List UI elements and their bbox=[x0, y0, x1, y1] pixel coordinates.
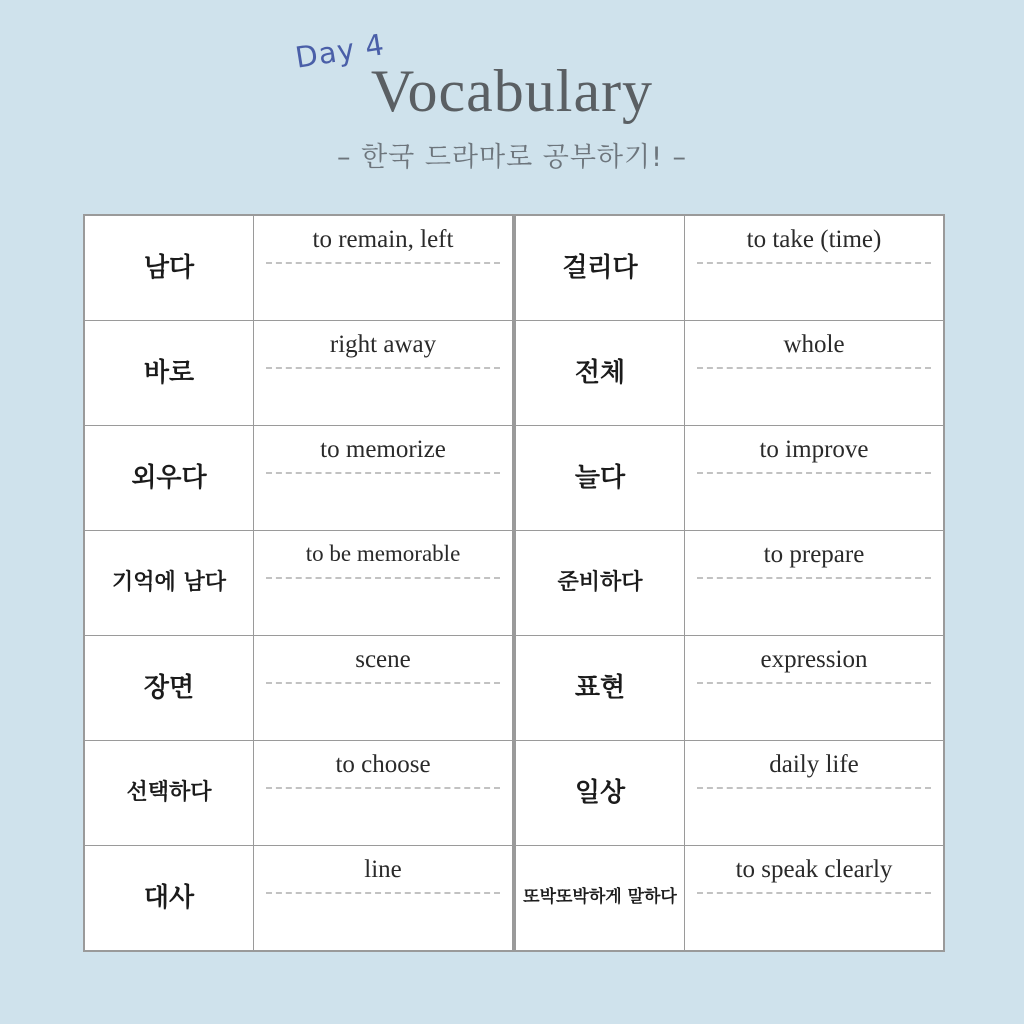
writing-line bbox=[697, 262, 931, 264]
writing-line bbox=[266, 577, 500, 579]
writing-line bbox=[266, 682, 500, 684]
writing-line bbox=[697, 682, 931, 684]
writing-line bbox=[266, 367, 500, 369]
english-meaning: expression bbox=[760, 646, 868, 673]
english-meaning: scene bbox=[355, 646, 411, 673]
table-row bbox=[515, 741, 944, 846]
english-meaning: line bbox=[364, 856, 402, 883]
writing-line bbox=[266, 892, 500, 894]
english-meaning-cell bbox=[685, 426, 945, 531]
english-meaning: to improve bbox=[759, 436, 869, 463]
english-meaning-cell bbox=[685, 531, 945, 636]
korean-word: 바로 bbox=[84, 321, 254, 426]
writing-line bbox=[697, 892, 931, 894]
vocabulary-table-left bbox=[83, 214, 514, 952]
korean-word: 선택하다 bbox=[84, 741, 254, 846]
writing-line bbox=[266, 262, 500, 264]
korean-word: 장면 bbox=[84, 636, 254, 741]
page-title: Vocabulary bbox=[370, 58, 654, 124]
english-meaning: to choose bbox=[335, 751, 431, 778]
korean-word: 남다 bbox=[84, 215, 254, 321]
table-row bbox=[84, 426, 513, 531]
english-meaning-cell bbox=[254, 741, 514, 846]
writing-line bbox=[266, 787, 500, 789]
korean-word: 준비하다 bbox=[515, 531, 685, 636]
english-meaning-cell bbox=[254, 846, 514, 952]
table-row bbox=[84, 321, 513, 426]
korean-word: 대사 bbox=[84, 846, 254, 952]
english-meaning: to take (time) bbox=[746, 226, 882, 253]
korean-word: 걸리다 bbox=[515, 215, 685, 321]
english-meaning: whole bbox=[783, 331, 845, 358]
english-meaning: to prepare bbox=[763, 541, 865, 568]
korean-word: 또박또박하게 말하다 bbox=[515, 846, 685, 952]
english-meaning-cell bbox=[254, 426, 514, 531]
korean-word: 표현 bbox=[515, 636, 685, 741]
korean-word: 일상 bbox=[515, 741, 685, 846]
writing-line bbox=[697, 367, 931, 369]
writing-line bbox=[697, 787, 931, 789]
table-row bbox=[84, 215, 513, 321]
table-row bbox=[84, 846, 513, 952]
table-row bbox=[84, 636, 513, 741]
page-subtitle: – 한국 드라마로 공부하기! – bbox=[337, 142, 687, 173]
english-meaning: to memorize bbox=[320, 436, 446, 463]
english-meaning-cell bbox=[254, 215, 514, 321]
korean-word: 기억에 남다 bbox=[84, 531, 254, 636]
english-meaning-cell bbox=[254, 531, 514, 636]
table-row bbox=[515, 215, 944, 321]
english-meaning: right away bbox=[329, 331, 437, 358]
table-row bbox=[515, 636, 944, 741]
english-meaning-cell bbox=[685, 636, 945, 741]
table-row bbox=[84, 741, 513, 846]
english-meaning: to be memorable bbox=[305, 541, 461, 566]
writing-line bbox=[266, 472, 500, 474]
english-meaning-cell bbox=[254, 321, 514, 426]
writing-line bbox=[697, 577, 931, 579]
english-meaning-cell bbox=[685, 215, 945, 321]
day-label: Day 4 bbox=[292, 27, 388, 75]
english-meaning: daily life bbox=[769, 751, 859, 778]
english-meaning-cell bbox=[685, 741, 945, 846]
table-row bbox=[84, 531, 513, 636]
english-meaning-cell bbox=[685, 846, 945, 952]
english-meaning: to speak clearly bbox=[735, 856, 893, 883]
header bbox=[0, 0, 1024, 174]
korean-word: 전체 bbox=[515, 321, 685, 426]
writing-line bbox=[697, 472, 931, 474]
korean-word: 외우다 bbox=[84, 426, 254, 531]
table-row bbox=[515, 846, 944, 952]
vocabulary-tables bbox=[83, 214, 941, 952]
korean-word: 늘다 bbox=[515, 426, 685, 531]
table-row bbox=[515, 531, 944, 636]
english-meaning-cell bbox=[685, 321, 945, 426]
table-row bbox=[515, 321, 944, 426]
vocabulary-table-right bbox=[514, 214, 945, 952]
english-meaning: to remain, left bbox=[312, 226, 454, 253]
table-row bbox=[515, 426, 944, 531]
english-meaning-cell bbox=[254, 636, 514, 741]
